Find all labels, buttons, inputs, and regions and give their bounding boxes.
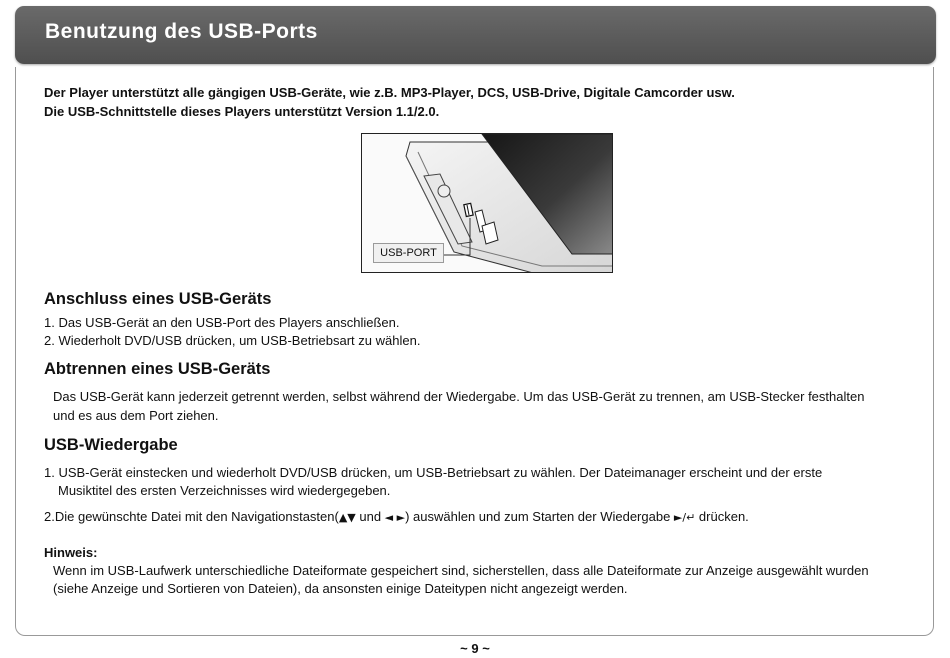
hint-text: [53, 562, 933, 598]
intro-line-2: Die USB-Schnittstelle dieses Players unterstützt Version 1.1/2.0.: [44, 104, 440, 119]
play-enter-icon: ►/↵: [673, 511, 696, 524]
disconnect-line-1: Das USB-Gerät kann jederzeit getrennt werden, selbst während der Wiedergabe. Um das USB-Gerät zu trennen, am USB-Stecker festhalten: [53, 389, 865, 404]
playback-step-2-text-a: 2.Die gewünschte Datei mit den Navigationstasten(: [44, 509, 339, 524]
connect-steps: [44, 314, 904, 350]
intro-line-1: Der Player unterstützt alle gängigen USB-Geräte, wie z.B. MP3-Player, DCS, USB-Drive, Digitale Camcorder usw.: [44, 85, 735, 100]
playback-heading: USB-Wiedergabe: [44, 436, 178, 454]
intro-text: [44, 83, 904, 121]
disconnect-heading: Abtrennen eines USB-Geräts: [44, 360, 271, 378]
hint-title: Hinweis:: [44, 545, 98, 560]
playback-step-1-line-2: Musiktitel des ersten Verzeichnisses wird wiedergegeben.: [58, 483, 391, 498]
page-header: [15, 6, 936, 64]
playback-step-2-text-d: drücken.: [695, 509, 749, 524]
up-down-arrows-icon: ▲▼: [338, 511, 356, 524]
hint-line-1: Wenn im USB-Laufwerk unterschiedliche Dateiformate gespeichert sind, sicherstellen, dass alle Dateiformate zur Anzeige ausgewählt wurden: [53, 563, 869, 578]
hint-line-2: (siehe Anzeige und Sortieren von Dateien), da ansonsten einige Dateitypen nicht angezeigt werden.: [53, 581, 628, 596]
disconnect-line-2: und es aus dem Port ziehen.: [53, 408, 219, 423]
playback-step-2: [44, 508, 924, 527]
left-right-arrows-icon: ◄ ►: [384, 511, 406, 524]
playback-step-1: [44, 464, 924, 500]
usb-port-label: USB-PORT: [373, 243, 444, 263]
page-number: ~ 9 ~: [460, 641, 490, 656]
playback-step-2-text-c: ) auswählen und zum Starten der Wiedergabe: [405, 509, 674, 524]
playback-step-2-text-b: und: [355, 509, 385, 524]
connect-step-2: 2. Wiederholt DVD/USB drücken, um USB-Betriebsart zu wählen.: [44, 333, 421, 348]
disconnect-text: [53, 387, 933, 425]
connect-heading: Anschluss eines USB-Geräts: [44, 290, 272, 308]
usb-port-illustration: [361, 133, 613, 273]
page-title: Benutzung des USB-Ports: [45, 20, 318, 43]
connect-step-1: 1. Das USB-Gerät an den USB-Port des Players anschließen.: [44, 315, 400, 330]
playback-step-1-line-1: 1. USB-Gerät einstecken und wiederholt DVD/USB drücken, um USB-Betriebsart zu wählen. Der Dateimanager erscheint und der erste: [44, 465, 823, 480]
